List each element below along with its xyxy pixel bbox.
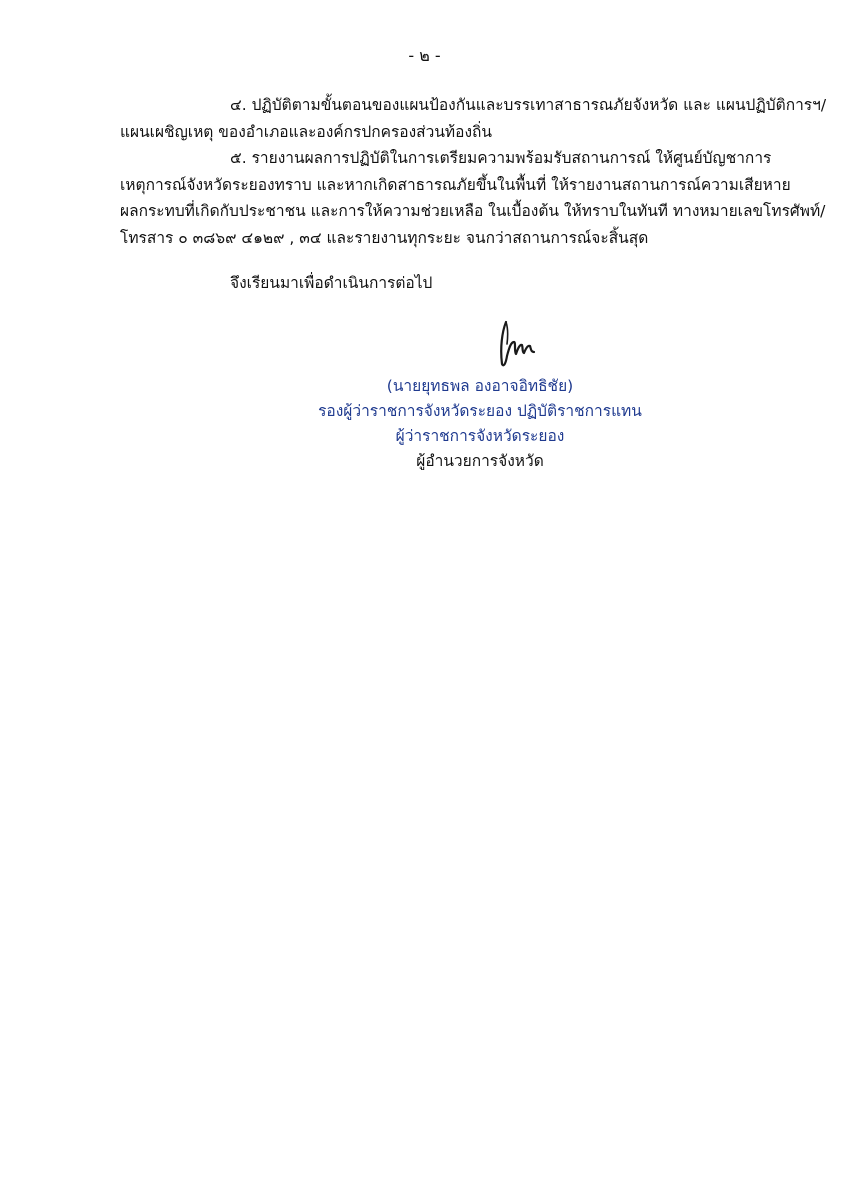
paragraph-5-line-3: ผลกระทบที่เกิดกับประชาชน และการให้ความช่วยเหลือ ในเบื้องต้น ให้ทราบในทันที ทางหมายเลขโทรศัพท์/ bbox=[120, 202, 826, 221]
signer-position-line-3: ผู้อำนวยการจังหวัด bbox=[416, 452, 544, 470]
paragraph-4-line-1: ๔. ปฏิบัติตามขั้นตอนของแผนป้องกันและบรรเทาสาธารณภัยจังหวัด และ แผนปฏิบัติการฯ/ bbox=[230, 96, 827, 114]
handwritten-signature bbox=[496, 318, 540, 370]
document-body bbox=[120, 92, 827, 252]
paragraph-4-line-2: แผนเผชิญเหตุ ของอำเภอและองค์กรปกครองส่วนท้องถิ่น bbox=[120, 122, 492, 141]
paragraph-5-line-2: เหตุการณ์จังหวัดระยองทราบ และหากเกิดสาธารณภัยขึ้นในพื้นที่ ให้รายงานสถานการณ์ความเสียหาย bbox=[120, 175, 791, 194]
signer-position-main: รองผู้ว่าราชการจังหวัดระยอง ปฏิบัติราชการ bbox=[318, 402, 612, 420]
acting-on-behalf-label: แทน bbox=[611, 402, 642, 420]
signature-block bbox=[300, 374, 660, 474]
signer-position-line-2: ผู้ว่าราชการจังหวัดระยอง bbox=[395, 427, 565, 445]
signer-position-line-1 bbox=[300, 399, 660, 424]
signer-name: (นายยุทธพล องอาจอิทธิชัย) bbox=[386, 377, 574, 395]
paragraph-5-line-4: โทรสาร ๐ ๓๘๖๙ ๔๑๒๙ , ๓๔ และรายงานทุกระยะ จนกว่าสถานการณ์จะสิ้นสุด bbox=[120, 228, 649, 247]
paragraph-5-line-1: ๕. รายงานผลการปฏิบัติในการเตรียมความพร้อมรับสถานการณ์ ให้ศูนย์บัญชาการ bbox=[230, 149, 772, 168]
page-number: - ๒ - bbox=[408, 46, 441, 65]
closing-sentence: จึงเรียนมาเพื่อดำเนินการต่อไป bbox=[230, 274, 433, 292]
